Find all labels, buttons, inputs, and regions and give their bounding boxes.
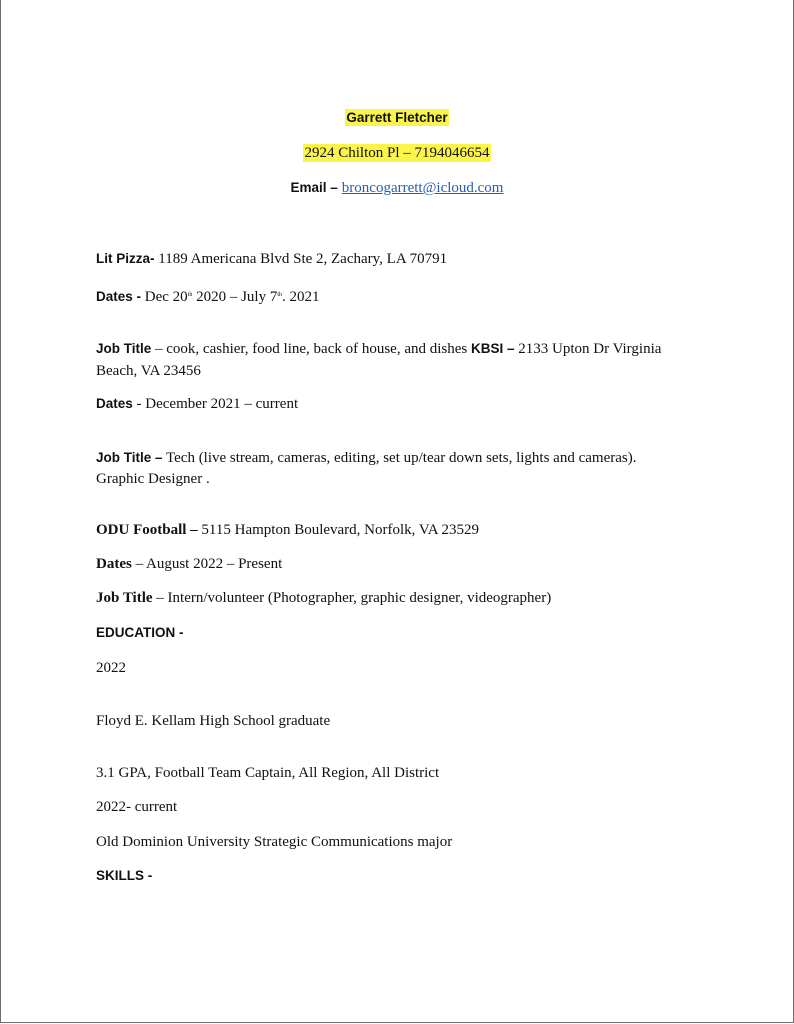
job-kbsi-title-line2: Graphic Designer . [96, 471, 210, 487]
job-odu-dates [96, 553, 282, 575]
title-label: Job Title [96, 590, 153, 606]
job-odu-title [96, 587, 551, 609]
candidate-name-text: Garrett Fletcher [346, 110, 448, 125]
title-value: – Intern/volunteer (Photographer, graphic designer, videographer) [152, 590, 552, 606]
job-lit-pizza-title [96, 338, 661, 360]
education-line: 2022 [96, 660, 126, 676]
dates-sup2: th [277, 292, 283, 298]
title-label: Job Title [96, 341, 152, 356]
dates-value: - December 2021 – current [132, 396, 299, 412]
job-lit-pizza-dates [96, 284, 320, 308]
kbsi-address-line1: 2133 Upton Dr Virginia [514, 341, 662, 357]
skills-heading: SKILLS - [96, 868, 153, 883]
dates-part1: Dec 20 [141, 289, 188, 305]
education-line: 3.1 GPA, Football Team Captain, All Region, All District [96, 765, 440, 781]
email-label: Email – [290, 180, 338, 195]
dates-part3: . 2021 [282, 289, 320, 305]
email-link[interactable]: broncogarrett@icloud.com [341, 180, 504, 196]
dates-part2: 2020 – July 7 [192, 289, 278, 305]
address-phone [1, 142, 793, 164]
dates-sup1: th [187, 292, 193, 298]
education-line: 2022- current [96, 799, 178, 815]
employer-address: 1189 Americana Blvd Ste 2, Zachary, LA 70791 [154, 251, 448, 267]
education-heading: EDUCATION - [96, 625, 184, 640]
email-line [1, 177, 793, 199]
job-kbsi-title [96, 447, 636, 469]
dates-label: Dates - [96, 289, 142, 304]
dates-value: – August 2022 – Present [131, 556, 283, 572]
title-value: – cook, cashier, food line, back of house, and dishes [151, 341, 471, 357]
kbsi-address-line2: Beach, VA 23456 [96, 363, 201, 379]
title-value-line1: Tech (live stream, cameras, editing, set up/tear down sets, lights and cameras). [162, 450, 637, 466]
job-lit-pizza-employer [96, 248, 447, 270]
job-kbsi-dates [96, 393, 298, 415]
employer-label: ODU Football – [96, 522, 198, 538]
title-label: Job Title – [96, 450, 163, 465]
candidate-name [1, 107, 793, 129]
employer-address: 5115 Hampton Boulevard, Norfolk, VA 23529 [197, 522, 480, 538]
job-odu-employer [96, 519, 479, 541]
dates-label: Dates [96, 556, 132, 572]
education-line: Floyd E. Kellam High School graduate [96, 713, 331, 729]
education-line: Old Dominion University Strategic Communications major [96, 834, 453, 850]
dates-label: Dates [96, 396, 133, 411]
employer-label: Lit Pizza- [96, 251, 155, 266]
kbsi-employer-label: KBSI – [471, 341, 515, 356]
address-phone-text: 2924 Chilton Pl – 7194046654 [304, 145, 490, 161]
